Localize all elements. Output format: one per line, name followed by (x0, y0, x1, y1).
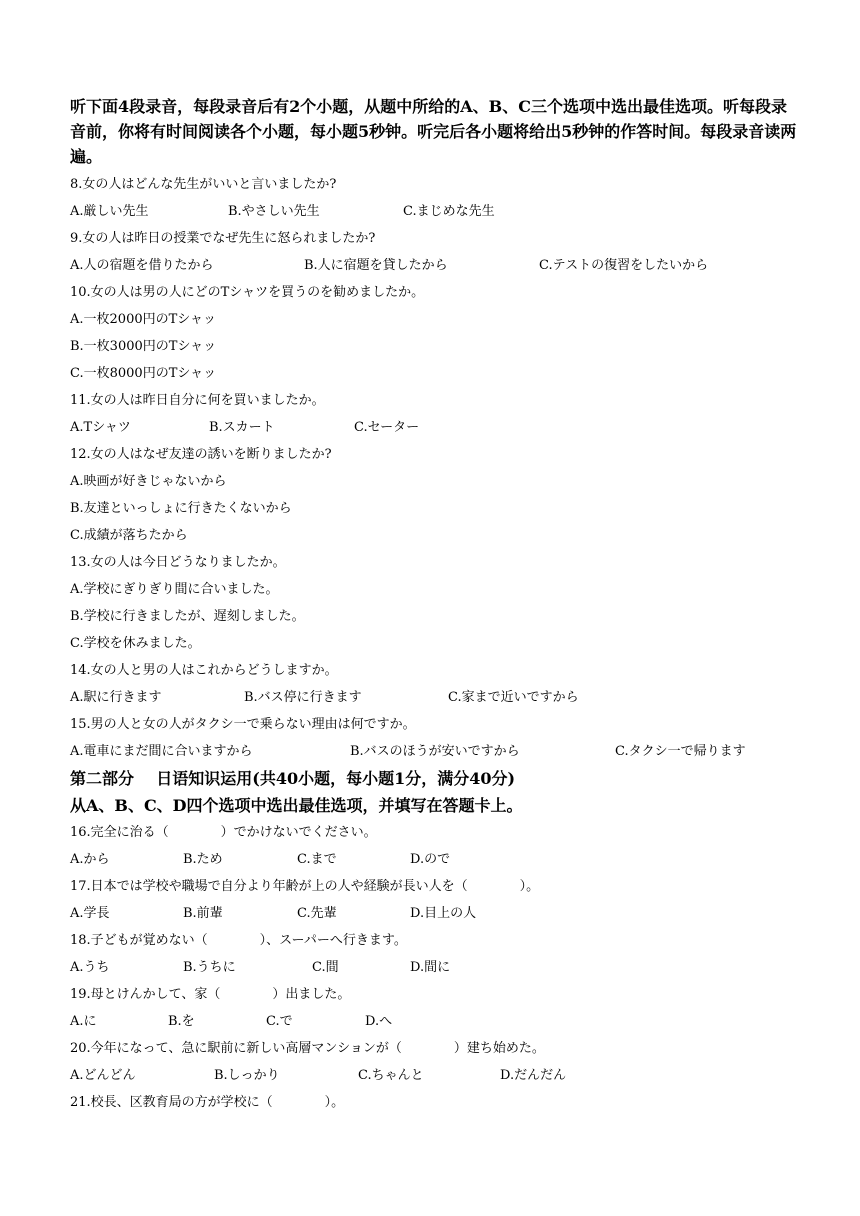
option-a: A.に (70, 1014, 97, 1029)
option-c: C.ちゃんと (358, 1068, 424, 1083)
question-16-options (70, 846, 800, 873)
option-c: C.一枚8000円のTシャッ (70, 366, 217, 381)
question-14-options (70, 684, 800, 711)
option-b: B.スカート (209, 420, 275, 435)
question-20-options (70, 1062, 800, 1089)
option-d: D.ので (410, 852, 451, 867)
part1-instruction: 听下面4段录音，每段录音后有2个小题，从题中所给的A、B、C三个选项中选出最佳选项。听每段录音前，你将有时间阅读各个小题，每小题5秒钟。听完后各小题将给出5秒钟的作答时间。每段录音读两遍。 (70, 97, 797, 166)
exam-page (70, 94, 800, 1116)
question-11-options (70, 414, 800, 441)
option-b: B.を (168, 1014, 195, 1029)
question-16: 16.完全に治る（ ）でかけないでください。 (70, 825, 377, 840)
question-9-options (70, 252, 800, 279)
option-c: C.先輩 (297, 906, 337, 921)
part2-instruction: 从A、B、C、D四个选项中选出最佳选项，并填写在答题卡上。 (70, 796, 523, 815)
question-15-options (70, 738, 800, 765)
question-12: 12.女の人はなぜ友達の誘いを断りましたか? (70, 447, 332, 462)
question-15: 15.男の人と女の人がタクシ一で乗らない理由は何ですか。 (70, 717, 416, 732)
option-a: A.厳しい先生 (70, 204, 149, 219)
option-b: B.しっかり (214, 1068, 280, 1083)
option-d: D.目上の人 (410, 906, 477, 921)
question-8-options (70, 198, 800, 225)
option-c: C.間 (312, 960, 339, 975)
question-11: 11.女の人は昨日自分に何を買いましたか。 (70, 393, 325, 408)
option-b: B.うちに (183, 960, 236, 975)
option-b: B.学校に行きましたが、遅刻しました。 (70, 609, 305, 624)
option-d: D.間に (410, 960, 451, 975)
option-a: A.人の宿題を借りたから (70, 258, 214, 273)
question-17-options (70, 900, 800, 927)
option-b: B.人に宿題を貸したから (304, 258, 448, 273)
option-c: C.テストの復習をしたいから (539, 258, 709, 273)
option-b: B.バス停に行きます (244, 690, 362, 705)
option-b: B.ため (183, 852, 223, 867)
option-c: C.家まで近いですから (448, 690, 579, 705)
option-c: C.学校を休みました。 (70, 636, 201, 651)
question-19-options (70, 1008, 800, 1035)
question-17: 17.日本では学校や職場で自分より年齢が上の人や経験が長い人を（ ）。 (70, 879, 540, 894)
option-b: B.友達といっしょに行きたくないから (70, 501, 292, 516)
option-a: A.どんどん (70, 1068, 136, 1083)
option-a: A.Tシャツ (70, 420, 131, 435)
question-21: 21.校長、区教育局の方が学校に（ ）。 (70, 1095, 345, 1110)
option-a: A.から (70, 852, 110, 867)
option-c: C.成績が落ちたから (70, 528, 188, 543)
option-c: C.まじめな先生 (403, 204, 495, 219)
option-b: B.バスのほうが安いですから (350, 744, 520, 759)
option-b: B.一枚3000円のTシャッ (70, 339, 217, 354)
option-a: A.駅に行きます (70, 690, 162, 705)
question-18: 18.子どもが覚めない（ ）、スーパーへ行きます。 (70, 933, 407, 948)
question-13: 13.女の人は今日どうなりましたか。 (70, 555, 286, 570)
option-c: C.で (266, 1014, 293, 1029)
question-9: 9.女の人は昨日の授業でなぜ先生に怒られましたか? (70, 231, 376, 246)
option-d: D.へ (365, 1014, 393, 1029)
option-a: A.学校にぎりぎり間に合いました。 (70, 582, 279, 597)
option-b: B.前輩 (183, 906, 223, 921)
question-8: 8.女の人はどんな先生がいいと言いましたか? (70, 177, 337, 192)
option-a: A.一枚2000円のTシャッ (70, 312, 217, 327)
option-d: D.だんだん (500, 1068, 567, 1083)
option-a: A.学長 (70, 906, 110, 921)
question-14: 14.女の人と男の人はこれからどうしますか。 (70, 663, 338, 678)
question-19: 19.母とけんかして、家（ ）出ました。 (70, 987, 351, 1002)
option-a: A.うち (70, 960, 110, 975)
option-c: C.タクシ一で帰ります (615, 744, 746, 759)
question-10: 10.女の人は男の人にどのTシャツを買うのを勧めましたか。 (70, 285, 425, 300)
part2-title: 第二部分 日语知识运用(共40小题，每小题1分，满分40分) (70, 769, 516, 788)
option-a: A.映画が好きじゃないから (70, 474, 227, 489)
question-18-options (70, 954, 800, 981)
option-a: A.電車にまだ間に合いますから (70, 744, 253, 759)
option-c: C.セーター (354, 420, 420, 435)
option-c: C.まで (297, 852, 337, 867)
option-b: B.やさしい先生 (228, 204, 320, 219)
question-20: 20.今年になって、急に駅前に新しい高層マンションが（ ）建ち始めた。 (70, 1041, 545, 1056)
